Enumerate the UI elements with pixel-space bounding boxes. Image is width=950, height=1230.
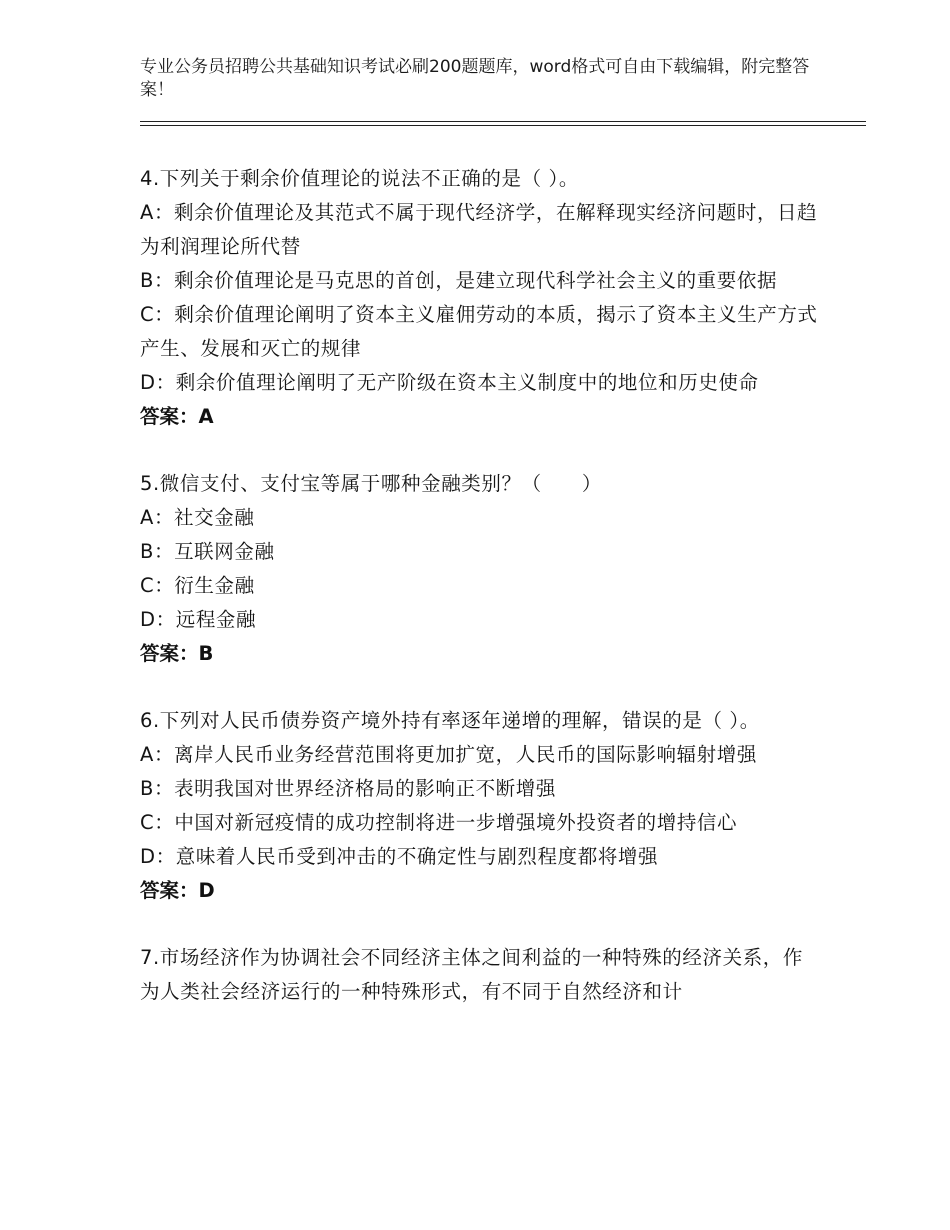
- option-c: C：衍生金融: [140, 574, 255, 597]
- question-stem: 7.市场经济作为协调社会不同经济主体之间利益的一种特殊的经济关系，作为人类社会经济运行的一种特殊形式，有不同于自然经济和计: [140, 946, 804, 1003]
- option-d: D：意味着人民币受到冲击的不确定性与剧烈程度都将增强: [140, 845, 659, 868]
- header-divider-top: [140, 121, 866, 122]
- question-stem: 6.下列对人民币债券资产境外持有率逐年递增的理解，错误的是（ ）。: [140, 709, 760, 732]
- question-list: [140, 162, 820, 1042]
- option-b: B：表明我国对世界经济格局的影响正不断增强: [140, 777, 556, 800]
- answer-label: 答案：B: [140, 642, 214, 665]
- answer-label: 答案：A: [140, 405, 214, 428]
- question-4: [140, 162, 820, 434]
- question-6: [140, 704, 820, 908]
- option-c: C：中国对新冠疫情的成功控制将进一步增强境外投资者的增持信心: [140, 811, 738, 834]
- option-d: D：远程金融: [140, 608, 257, 631]
- question-stem: 5.微信支付、支付宝等属于哪种金融类别？（ ）: [140, 472, 603, 495]
- option-c: C：剩余价值理论阐明了资本主义雇佣劳动的本质，揭示了资本主义生产方式产生、发展和灭亡的规律: [140, 303, 818, 360]
- answer-label: 答案：D: [140, 879, 215, 902]
- option-a: A：离岸人民币业务经营范围将更加扩宽，人民币的国际影响辐射增强: [140, 743, 757, 766]
- option-b: B：剩余价值理论是马克思的首创，是建立现代科学社会主义的重要依据: [140, 269, 778, 292]
- document-header: 专业公务员招聘公共基础知识考试必刷200题题库，word格式可自由下载编辑，附完整答案！: [140, 57, 810, 100]
- option-a: A：剩余价值理论及其范式不属于现代经济学，在解释现实经济问题时，日趋为利润理论所代替: [140, 201, 818, 258]
- option-a: A：社交金融: [140, 506, 255, 529]
- header-divider-bottom: [140, 125, 866, 126]
- question-7: [140, 941, 820, 1009]
- question-stem: 4.下列关于剩余价值理论的说法不正确的是（ ）。: [140, 167, 579, 190]
- option-b: B：互联网金融: [140, 540, 275, 563]
- option-d: D：剩余价值理论阐明了无产阶级在资本主义制度中的地位和历史使命: [140, 371, 759, 394]
- question-5: [140, 467, 820, 671]
